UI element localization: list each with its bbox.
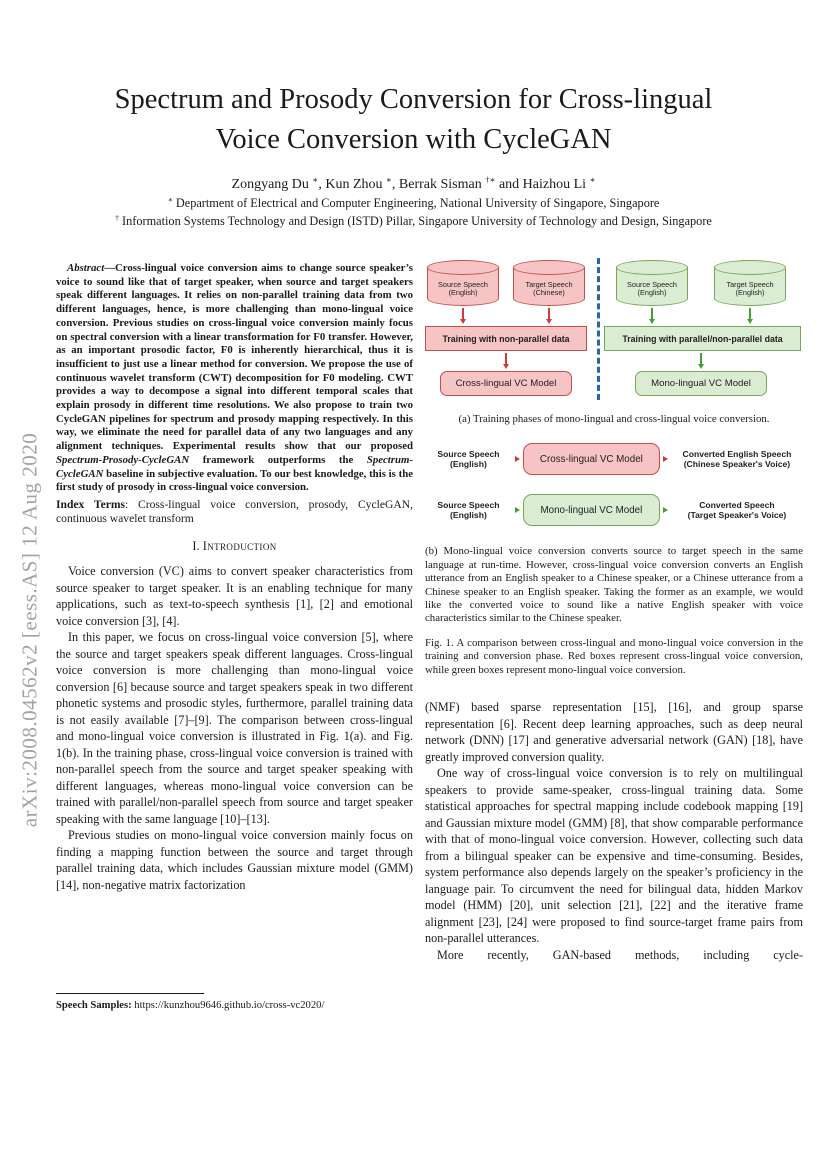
output-label	[671, 449, 803, 470]
cylinder-top	[616, 260, 688, 275]
arrow-down-icon	[651, 308, 653, 319]
output-line-2: (Chinese Speaker's Voice)	[683, 459, 791, 470]
figure-1a	[425, 258, 803, 400]
section-title: Introduction	[202, 539, 277, 554]
cylinder-source-speech-english	[427, 260, 499, 306]
body-paragraph-nmf: (NMF) based sparse representation [15], [16], and group sparse representation [6]. Recent deep learning approaches, such as deep neural network (DNN) [17] and generative adversarial network (GAN) [18], have greatly improved conversion quality.	[425, 700, 803, 764]
section-numeral: I.	[192, 539, 200, 554]
cylinder-top	[513, 260, 585, 275]
input-line-1: Source Speech	[437, 448, 500, 459]
footnote-label: Speech Samples:	[56, 1000, 132, 1011]
index-terms-text: : Cross-lingual voice conversion, prosody, CycleGAN, continuous wavelet transform	[56, 497, 414, 526]
right-column-body	[425, 699, 803, 963]
input-label	[425, 449, 512, 470]
section-heading-introduction	[56, 539, 413, 554]
figure-1-main-caption: Fig. 1. A comparison between cross-lingual and mono-lingual voice conversion in the training and conversion phase. Red boxes represent cross-lingual voice conversion, while green boxes represent mono-lingual voice conversion.	[425, 636, 803, 676]
affiliation-2: † Information Systems Technology and Design (ISTD) Pillar, Singapore University of Technology and Design, Singapore	[115, 212, 712, 228]
arrow-down-icon	[749, 308, 751, 319]
arrow-down-icon	[505, 353, 507, 364]
arxiv-stamp: arXiv:2008.04562v2 [eess.AS] 12 Aug 2020	[17, 432, 42, 828]
cylinder-source-speech-english	[616, 260, 688, 306]
cylinder-label: Target Speech	[525, 279, 573, 289]
input-label	[425, 500, 512, 521]
cylinder-sublabel: (English)	[637, 288, 667, 298]
cylinder-label: Source Speech	[438, 279, 488, 289]
arrow-down-icon	[700, 353, 702, 364]
body-paragraph-multilingual: One way of cross-lingual voice conversion is to rely on multilingual speakers to provide same-speaker, cross-lingual training data. Some statistical approaches for spectral mapping include codebook mapping [19] and Gaussian mixture model (GMM) [8], that show comparable performance with that of mono-lingual voice conversion. However, collecting such data from a bilingual speaker can be expensive and time-consuming. Besides, system performance also depends largely on the speaker’s proficiency in the language pair. To circumvent the need for bilingual data, hidden Markov model (HMM) [20], unit selection [21], [22] and the iterative frame alignment [23], [24] were proposed to find source-target frame pairs from non-parallel utterances.	[425, 766, 803, 946]
intro-paragraph-1: Voice conversion (VC) aims to convert speaker characteristics from source speaker to target speaker. It is an enabling technique for many applications, such as text-to-speech synthesis [1], [2] and emotional voice conversion [3], [4].	[56, 564, 413, 628]
left-column	[56, 262, 413, 1012]
output-line-2: (Target Speaker's Voice)	[687, 510, 787, 521]
figure-1a-caption: (a) Training phases of mono-lingual and cross-lingual voice conversion.	[458, 413, 770, 425]
model-box-mono: Mono-lingual VC Model	[523, 494, 660, 526]
arrow-down-icon	[462, 308, 464, 319]
figure-1b	[425, 441, 803, 528]
abstract-paragraph: Abstract—Cross-lingual voice conversion aims to change source speaker’s voice to sound like that of target speaker, when source and target speakers speak different languages. It relies on non-parallel training data from two different languages, hence, is more challenging than mono-lingual voice conversion. Previous studies on cross-lingual voice conversion mainly focus on spectral conversion with a linear transformation for F0 transfer. However, as an important prosodic factor, F0 is inherently hierarchical, thus it is insufficient to just use a linear method for conversion. We propose the use of continuous wavelet transform (CWT) decomposition for F0 modeling. CWT provides a way to decompose a signal into different temporal scales that explain prosody in different time resolutions. We also propose to train two CycleGAN pipelines for spectrum and prosody mapping respectively. In this way, we eliminate the need for parallel data of any two languages and any alignment techniques. Experimental results show that our proposed Spectrum-Prosody-CycleGAN framework outperforms the Spectrum-CycleGAN baseline in subjective evaluation. To our best knowledge, this is the first study of prosody in cross-lingual voice conversion.	[56, 262, 413, 494]
input-line-2: (English)	[450, 510, 487, 521]
input-line-2: (English)	[450, 459, 487, 470]
input-line-1: Source Speech	[437, 499, 500, 510]
conversion-row-mono-lingual	[425, 492, 803, 528]
body-paragraph-gan: More recently, GAN-based methods, including cycle-	[437, 947, 803, 962]
index-terms-label: Index Terms	[56, 497, 126, 511]
cylinder-top	[714, 260, 786, 275]
footnote	[56, 993, 413, 1012]
model-box-mono: Mono-lingual VC Model	[635, 371, 767, 396]
right-column	[425, 258, 803, 963]
intro-paragraph-2: In this paper, we focus on cross-lingual voice conversion [5], where the source and target speakers speak different languages. Cross-lingual voice conversion is more challenging than mono-lingual voice conversion [6] because source and target speakers speak in two different phonetic systems and prosodic styles, furthermore, parallel training data is not easily available [7]–[9]. The comparison between cross-lingual and mono-lingual voice conversion is illustrated in Fig. 1(a). and Fig. 1(b). In the training phase, cross-lingual voice conversion is trained with non-parallel speech from the source and target speaker speaking with different languages, whereas mono-lingual voice conversion can be trained with parallel/non-parallel speech from source and target speaker speaking with the same language [10]–[13].	[56, 630, 413, 826]
panel-divider-dashed-line	[597, 258, 600, 400]
training-box-cross: Training with non-parallel data	[425, 326, 587, 351]
figure-1b-caption: (b) Mono-lingual voice conversion converts source to target speech in the same language at run-time. However, cross-lingual voice conversion converts an English utterance from an English speaker to a Chinese speaker, or a Chinese utterance from a Chinese speaker to an English speaker. Taking the former as an example, we would like the converted voice to sound like a native English speaker with voice characteristics similar to the Chinese speaker.	[425, 545, 803, 625]
figure-1a-cross-lingual-panel	[425, 258, 591, 400]
affiliation-1: ∗ Department of Electrical and Computer Engineering, National University of Singapore, Singapore	[167, 194, 660, 210]
cylinder-target-speech-chinese	[513, 260, 585, 306]
output-label	[671, 500, 803, 521]
arrow-down-icon	[548, 308, 550, 319]
cylinder-target-speech-english	[714, 260, 786, 306]
cylinder-sublabel: (English)	[448, 288, 478, 298]
cylinder-sublabel: (Chinese)	[533, 288, 565, 298]
footnote-link[interactable]: https://kunzhou9646.github.io/cross-vc2020/	[134, 1000, 325, 1011]
intro-paragraph-3: Previous studies on mono-lingual voice conversion mainly focus on finding a mapping function between the source and target through parallel training data, which includes Gaussian mixture model (GMM) [14], non-negative matrix factorization	[56, 828, 413, 892]
cylinder-label: Target Speech	[726, 279, 774, 289]
title-line-1: Spectrum and Prosody Conversion for Cross-lingual	[114, 84, 713, 115]
cylinder-top	[427, 260, 499, 275]
authors-line: Zongyang Du ∗, Kun Zhou ∗, Berrak Sisman †∗ and Haizhou Li ∗	[231, 174, 596, 192]
footnote-rule	[56, 993, 204, 994]
model-box-cross: Cross-lingual VC Model	[440, 371, 572, 396]
paper-title	[0, 80, 827, 160]
figure-1a-mono-lingual-panel	[604, 258, 803, 400]
conversion-row-cross-lingual	[425, 441, 803, 477]
training-box-mono: Training with parallel/non-parallel data	[604, 326, 801, 351]
paper-header	[0, 80, 827, 229]
cylinder-label: Source Speech	[627, 279, 677, 289]
index-terms	[56, 498, 413, 526]
model-box-cross: Cross-lingual VC Model	[523, 443, 660, 475]
title-line-2: Voice Conversion with CycleGAN	[215, 124, 612, 155]
cylinder-sublabel: (English)	[735, 288, 765, 298]
output-line-1: Converted Speech	[699, 499, 775, 510]
output-line-1: Converted English Speech	[682, 448, 792, 459]
